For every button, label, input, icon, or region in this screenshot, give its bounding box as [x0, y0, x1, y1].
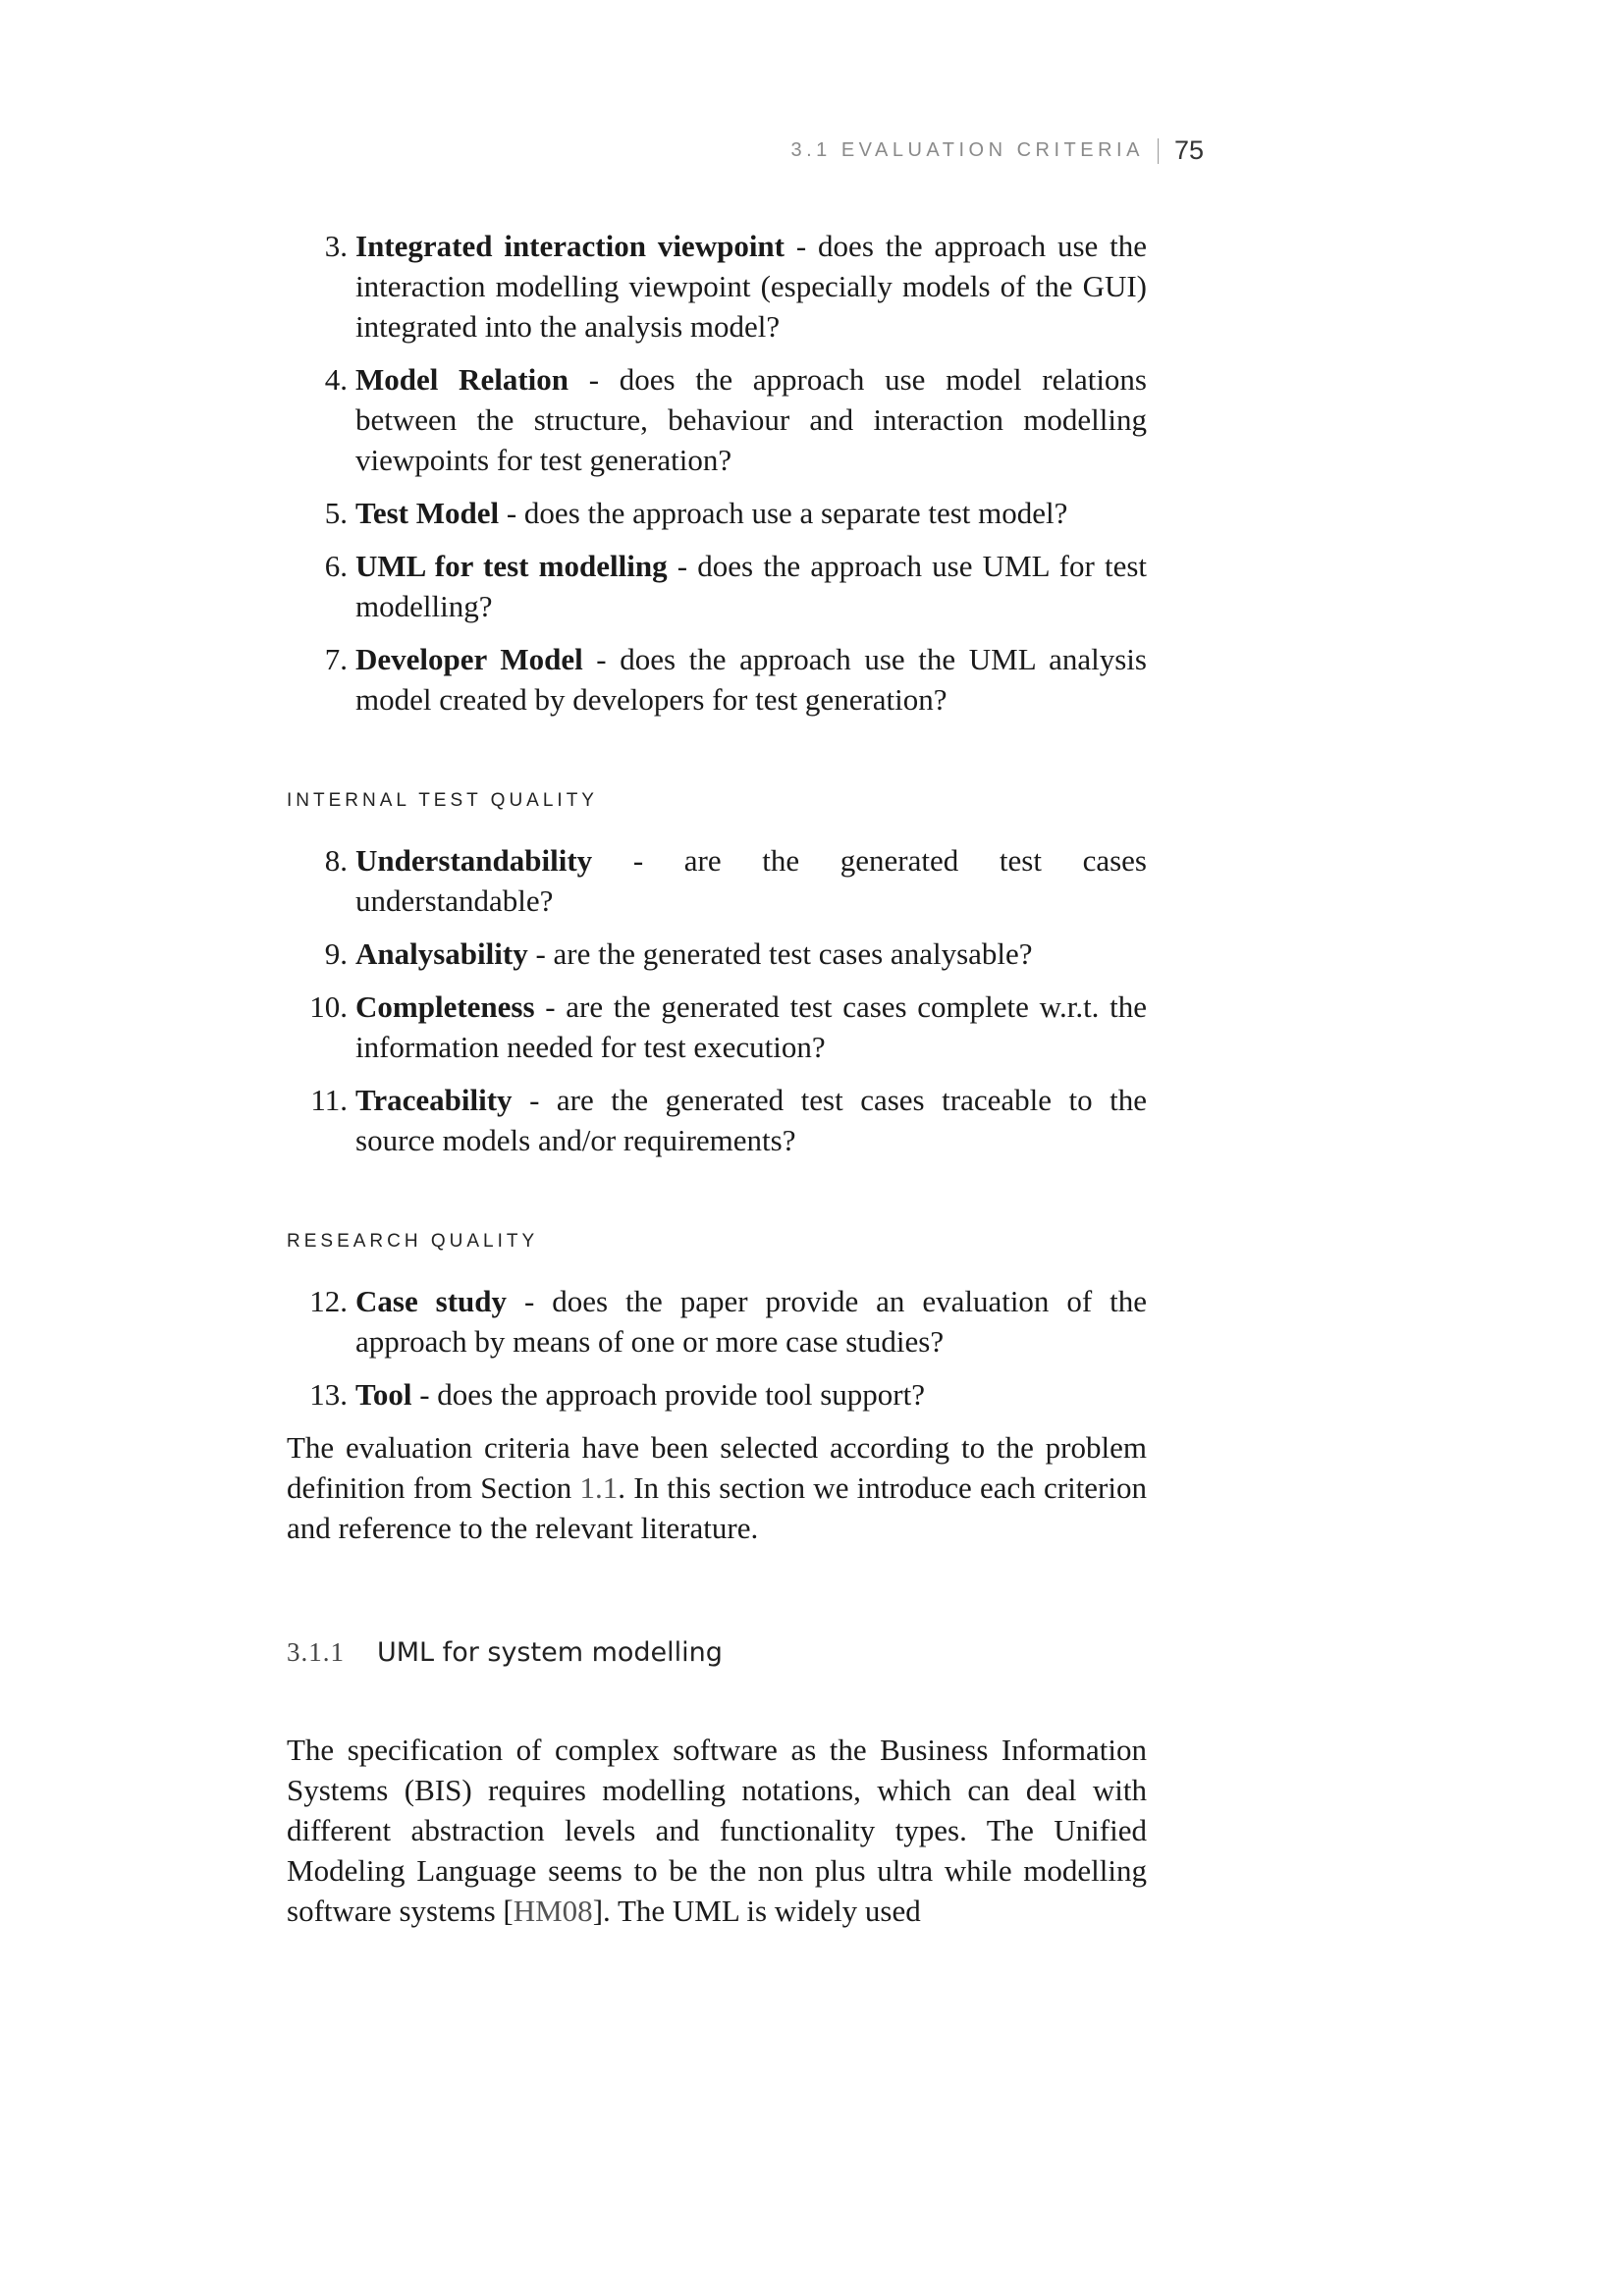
item-text	[355, 840, 1147, 921]
list-item	[287, 493, 1147, 533]
page-body	[287, 226, 1147, 1931]
criteria-list-c	[287, 1281, 1147, 1415]
item-term: Tool	[355, 1377, 412, 1412]
header-divider	[1158, 138, 1159, 164]
section-heading-internal-test-quality: INTERNAL TEST QUALITY	[287, 790, 598, 811]
paragraph-text: ]. The UML is widely used	[592, 1894, 921, 1928]
item-term: Traceability	[355, 1083, 513, 1117]
item-number: 8.	[324, 843, 348, 878]
item-term: Integrated interaction viewpoint	[355, 229, 785, 263]
list-item	[287, 987, 1147, 1067]
item-term: Understandability	[355, 843, 593, 878]
running-header	[790, 135, 1204, 166]
page-number: 75	[1173, 135, 1204, 165]
item-desc: - are the generated test cases understandable?	[355, 843, 1147, 918]
item-term: Completeness	[355, 989, 535, 1024]
item-term: Model Relation	[355, 362, 568, 397]
item-number: 7.	[324, 642, 348, 676]
item-text	[355, 1080, 1147, 1160]
item-text	[355, 639, 1147, 720]
item-text	[355, 226, 1147, 347]
item-number: 9.	[324, 936, 348, 971]
list-item	[287, 546, 1147, 626]
subsection-number: 3.1.1	[287, 1637, 345, 1667]
running-title: 3.1 EVALUATION CRITERIA	[790, 139, 1144, 161]
item-text	[355, 493, 1147, 533]
item-term: Analysability	[355, 936, 528, 971]
list-item	[287, 639, 1147, 720]
item-desc: - does the approach use UML for test modelling?	[355, 549, 1148, 623]
item-number: 4.	[324, 362, 348, 397]
item-number: 12.	[309, 1284, 348, 1318]
item-number: 11.	[310, 1083, 348, 1117]
item-desc: - are the generated test cases analysable?	[527, 936, 1033, 971]
paragraph-text: The evaluation criteria have been selected according to the problem definition from Section	[287, 1430, 1147, 1505]
item-term: Test Model	[355, 496, 500, 530]
item-term: Developer Model	[355, 642, 583, 676]
item-desc: - does the approach use a separate test model?	[499, 496, 1068, 530]
list-item	[287, 1080, 1147, 1160]
list-item	[287, 1281, 1147, 1362]
list-item	[287, 359, 1147, 480]
item-desc: - does the approach use the UML analysis model created by developers for test generation?	[355, 642, 1147, 717]
item-text	[355, 546, 1147, 626]
item-term: UML for test modelling	[355, 549, 668, 583]
list-item	[287, 1374, 1147, 1415]
citation-link[interactable]: HM08	[513, 1894, 593, 1928]
item-text	[355, 359, 1147, 480]
item-desc: - are the generated test cases complete w.r.t. the information needed for test execution?	[355, 989, 1147, 1064]
item-term: Case study	[355, 1284, 508, 1318]
subsection-title: UML for system modelling	[377, 1637, 723, 1668]
section-heading-research-quality: RESEARCH QUALITY	[287, 1231, 539, 1252]
item-number: 3.	[324, 229, 348, 263]
subsection-heading	[287, 1632, 1147, 1673]
body-paragraph	[287, 1427, 1147, 1548]
list-item	[287, 934, 1147, 974]
item-text	[355, 934, 1147, 974]
paragraph-text: The specification of complex software as the Business Information Systems (BIS) requires modelling notations, which can deal with different abstraction levels and functionality types. The Unified Modeling Language seems to be the non plus ultra while modelling software systems [	[287, 1733, 1147, 1928]
item-desc: - are the generated test cases traceable to the source models and/or requirements?	[355, 1083, 1147, 1157]
criteria-list-a	[287, 226, 1147, 720]
item-number: 6.	[324, 549, 348, 583]
section-reference-link[interactable]: 1.1	[579, 1470, 619, 1505]
body-paragraph	[287, 1730, 1147, 1931]
item-text	[355, 987, 1147, 1067]
item-desc: - does the approach use the interaction modelling viewpoint (especially models of the GUI) integrated into the analysis model?	[355, 229, 1147, 344]
list-item	[287, 226, 1147, 347]
paragraph-text: . In this section we introduce each criterion and reference to the relevant literature.	[287, 1470, 1147, 1545]
item-number: 13.	[309, 1377, 348, 1412]
item-desc: - does the paper provide an evaluation of the approach by means of one or more case studies?	[355, 1284, 1147, 1359]
item-desc: - does the approach provide tool support?	[411, 1377, 926, 1412]
item-number: 5.	[324, 496, 348, 530]
item-number: 10.	[309, 989, 348, 1024]
item-text	[355, 1281, 1147, 1362]
criteria-list-b	[287, 840, 1147, 1160]
list-item	[287, 840, 1147, 921]
item-text	[355, 1374, 1147, 1415]
item-desc: - does the approach use model relations between the structure, behaviour and interaction modelling viewpoints for test generation?	[355, 362, 1147, 477]
